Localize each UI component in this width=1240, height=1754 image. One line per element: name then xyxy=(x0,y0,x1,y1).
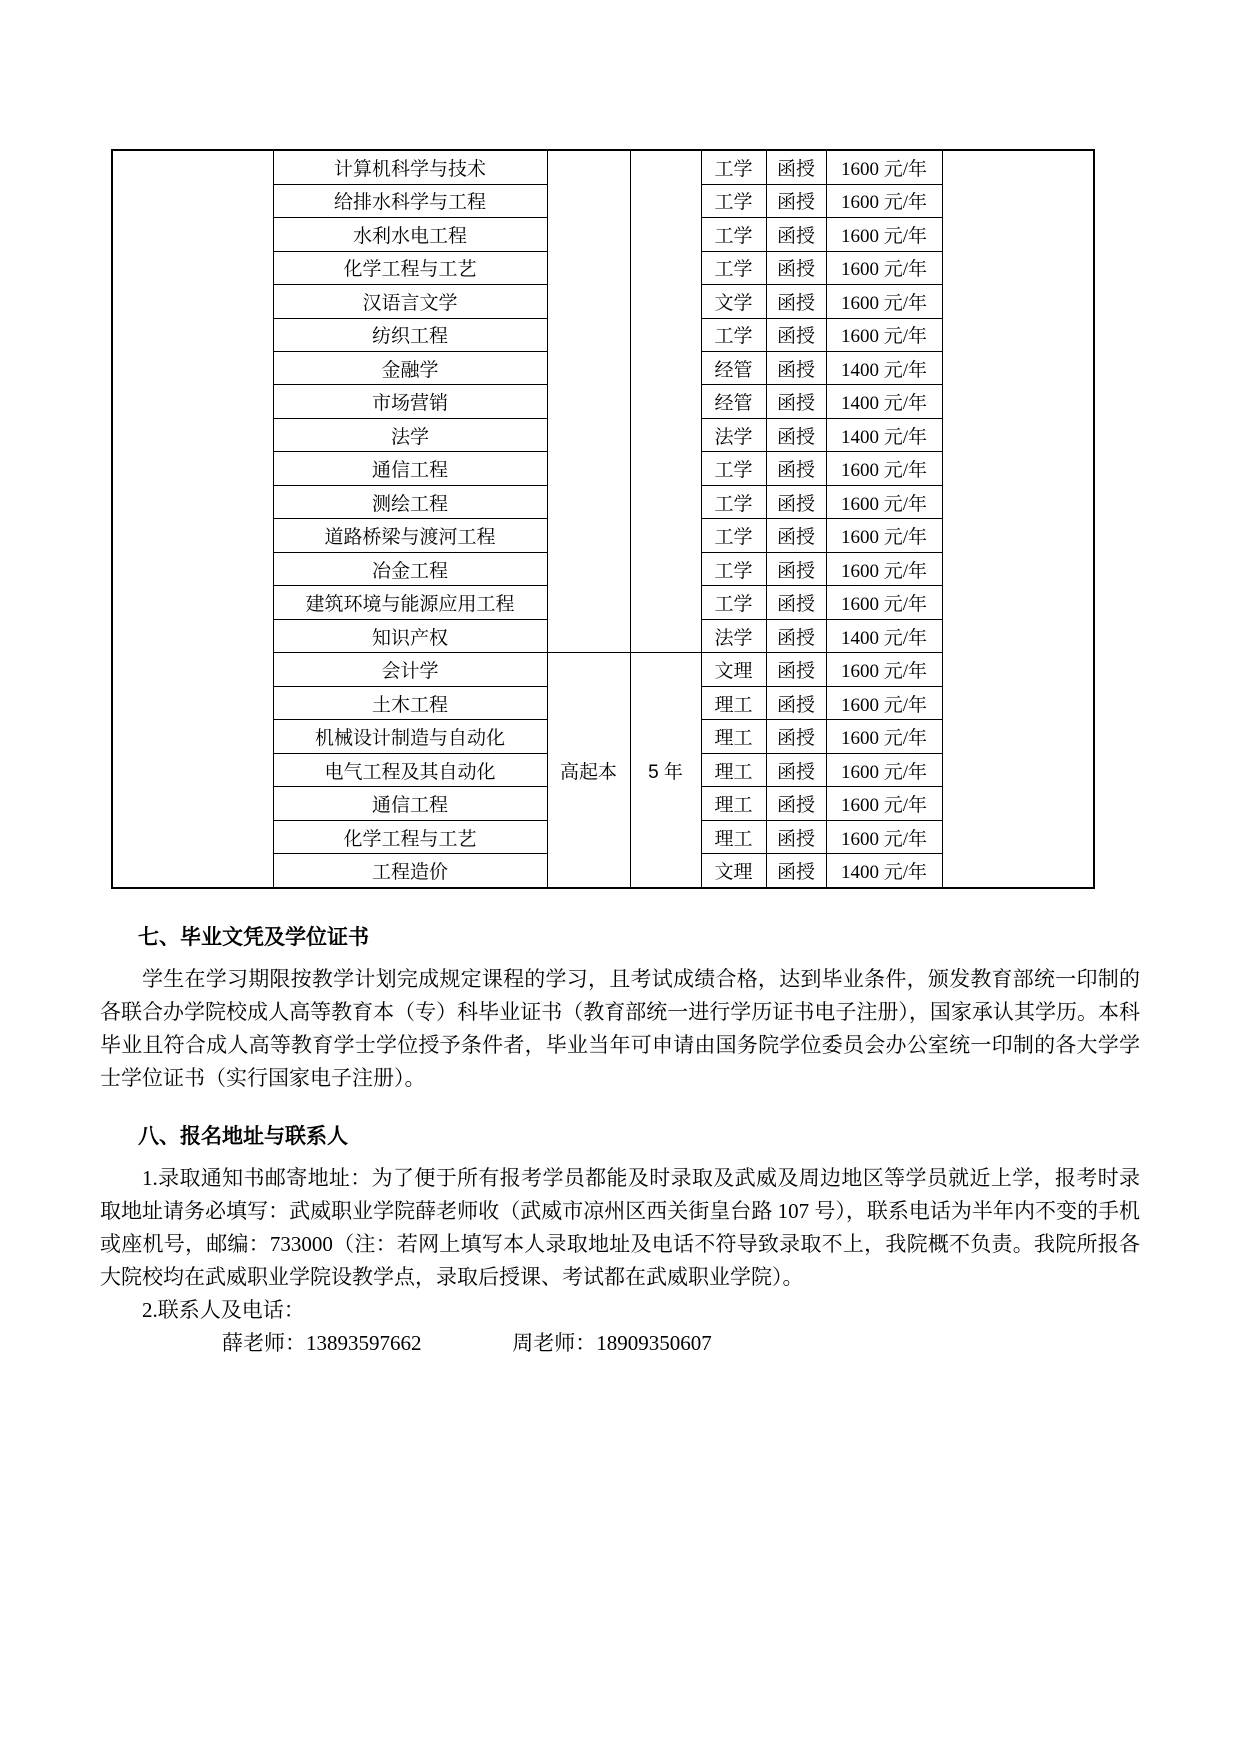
study-form-cell: 函授 xyxy=(766,619,826,652)
level-cell xyxy=(547,150,630,653)
section-contact-title: 八、报名地址与联系人 xyxy=(138,1125,348,1148)
tuition-cell: 1400 元/年 xyxy=(826,619,942,652)
major-cell: 测绘工程 xyxy=(273,485,547,518)
study-form-cell: 函授 xyxy=(766,385,826,418)
major-cell: 给排水科学与工程 xyxy=(273,184,547,217)
tuition-cell: 1600 元/年 xyxy=(826,552,942,585)
study-form-cell: 函授 xyxy=(766,586,826,619)
tuition-cell: 1400 元/年 xyxy=(826,352,942,385)
section-contact-address-paragraph: 1.录取通知书邮寄地址：为了便于所有报考学员都能及时录取及武威及周边地区等学员就近上学，报考时录取地址请务必填写：武威职业学院薛老师收（武威市凉州区西关街皇台路 107 号），联系电话为半年内不变的手机或座机号，邮编：733000（注：若网上填写本人录取地址及电话不符导致录取不上，我院概不负责。我院所报各大院校均在武威职业学院设教学点，录取后授课、考试都在武威职业学院）。 xyxy=(100,1166,1140,1289)
category-cell: 理工 xyxy=(701,686,766,719)
major-cell: 通信工程 xyxy=(273,452,547,485)
study-form-cell: 函授 xyxy=(766,251,826,284)
category-cell: 工学 xyxy=(701,586,766,619)
tuition-cell: 1600 元/年 xyxy=(826,184,942,217)
category-cell: 文学 xyxy=(701,285,766,318)
category-cell: 工学 xyxy=(701,218,766,251)
category-cell: 文理 xyxy=(701,653,766,686)
study-form-cell: 函授 xyxy=(766,787,826,820)
tuition-cell: 1600 元/年 xyxy=(826,753,942,786)
tuition-cell: 1600 元/年 xyxy=(826,251,942,284)
contact-entry-zhou: 周老师：18909350607 xyxy=(512,1331,712,1355)
school-span-cell xyxy=(112,150,273,888)
major-cell: 知识产权 xyxy=(273,619,547,652)
remark-span-cell xyxy=(942,150,1094,888)
study-form-cell: 函授 xyxy=(766,318,826,351)
category-cell: 工学 xyxy=(701,318,766,351)
tuition-cell: 1600 元/年 xyxy=(826,820,942,853)
major-cell: 化学工程与工艺 xyxy=(273,251,547,284)
category-cell: 工学 xyxy=(701,184,766,217)
major-cell: 纺织工程 xyxy=(273,318,547,351)
major-cell: 计算机科学与技术 xyxy=(273,150,547,184)
tuition-cell: 1600 元/年 xyxy=(826,787,942,820)
contact-line xyxy=(100,1327,1140,1360)
tuition-cell: 1600 元/年 xyxy=(826,586,942,619)
study-form-cell: 函授 xyxy=(766,418,826,451)
tuition-cell: 1600 元/年 xyxy=(826,519,942,552)
study-form-cell: 函授 xyxy=(766,720,826,753)
category-cell: 理工 xyxy=(701,753,766,786)
category-cell: 理工 xyxy=(701,820,766,853)
section-diploma xyxy=(100,926,1140,1095)
section-contact-phones-label: 2.联系人及电话： xyxy=(142,1298,305,1322)
category-cell: 工学 xyxy=(701,452,766,485)
major-cell: 道路桥梁与渡河工程 xyxy=(273,519,547,552)
major-cell: 会计学 xyxy=(273,653,547,686)
tuition-cell: 1600 元/年 xyxy=(826,485,942,518)
tuition-cell: 1600 元/年 xyxy=(826,720,942,753)
section-diploma-paragraph: 学生在学习期限按教学计划完成规定课程的学习，且考试成绩合格，达到毕业条件，颁发教育部统一印制的各联合办学院校成人高等教育本（专）科毕业证书（教育部统一进行学历证书电子注册），国家承认其学历。本科毕业且符合成人高等教育学士学位授予条件者，毕业当年可申请由国务院学位委员会办公室统一印制的各大学学士学位证书（实行国家电子注册）。 xyxy=(100,967,1140,1090)
tuition-cell: 1600 元/年 xyxy=(826,653,942,686)
program-table xyxy=(111,149,1095,889)
study-form-cell: 函授 xyxy=(766,285,826,318)
major-cell: 金融学 xyxy=(273,352,547,385)
category-cell: 法学 xyxy=(701,418,766,451)
category-cell: 经管 xyxy=(701,352,766,385)
category-cell: 理工 xyxy=(701,720,766,753)
major-cell: 汉语言文学 xyxy=(273,285,547,318)
section-contact xyxy=(100,1125,1140,1360)
category-cell: 法学 xyxy=(701,619,766,652)
category-cell: 经管 xyxy=(701,385,766,418)
study-form-cell: 函授 xyxy=(766,653,826,686)
tuition-cell: 1600 元/年 xyxy=(826,686,942,719)
study-form-cell: 函授 xyxy=(766,150,826,184)
document-body xyxy=(100,926,1140,1360)
tuition-cell: 1600 元/年 xyxy=(826,285,942,318)
section-diploma-title: 七、毕业文凭及学位证书 xyxy=(138,926,369,949)
major-cell: 电气工程及其自动化 xyxy=(273,753,547,786)
study-form-cell: 函授 xyxy=(766,686,826,719)
study-form-cell: 函授 xyxy=(766,184,826,217)
tuition-cell: 1600 元/年 xyxy=(826,318,942,351)
level-cell: 高起本 xyxy=(547,653,630,888)
major-cell: 市场营销 xyxy=(273,385,547,418)
major-cell: 建筑环境与能源应用工程 xyxy=(273,586,547,619)
study-form-cell: 函授 xyxy=(766,485,826,518)
study-form-cell: 函授 xyxy=(766,452,826,485)
tuition-cell: 1600 元/年 xyxy=(826,150,942,184)
major-cell: 冶金工程 xyxy=(273,552,547,585)
tuition-cell: 1600 元/年 xyxy=(826,452,942,485)
major-cell: 化学工程与工艺 xyxy=(273,820,547,853)
category-cell: 文理 xyxy=(701,854,766,888)
table-row xyxy=(112,150,1094,184)
study-form-cell: 函授 xyxy=(766,552,826,585)
study-form-cell: 函授 xyxy=(766,820,826,853)
major-cell: 法学 xyxy=(273,418,547,451)
study-form-cell: 函授 xyxy=(766,519,826,552)
category-cell: 工学 xyxy=(701,150,766,184)
study-form-cell: 函授 xyxy=(766,753,826,786)
category-cell: 工学 xyxy=(701,485,766,518)
study-form-cell: 函授 xyxy=(766,854,826,888)
tuition-cell: 1600 元/年 xyxy=(826,218,942,251)
program-table-body xyxy=(112,150,1094,888)
major-cell: 工程造价 xyxy=(273,854,547,888)
category-cell: 工学 xyxy=(701,251,766,284)
duration-cell: 5 年 xyxy=(630,653,701,888)
major-cell: 土木工程 xyxy=(273,686,547,719)
duration-cell xyxy=(630,150,701,653)
major-cell: 机械设计制造与自动化 xyxy=(273,720,547,753)
tuition-cell: 1400 元/年 xyxy=(826,854,942,888)
tuition-cell: 1400 元/年 xyxy=(826,418,942,451)
category-cell: 理工 xyxy=(701,787,766,820)
major-cell: 通信工程 xyxy=(273,787,547,820)
tuition-cell: 1400 元/年 xyxy=(826,385,942,418)
category-cell: 工学 xyxy=(701,519,766,552)
study-form-cell: 函授 xyxy=(766,352,826,385)
category-cell: 工学 xyxy=(701,552,766,585)
contact-entry-xue: 薛老师：13893597662 xyxy=(222,1331,422,1355)
major-cell: 水利水电工程 xyxy=(273,218,547,251)
study-form-cell: 函授 xyxy=(766,218,826,251)
